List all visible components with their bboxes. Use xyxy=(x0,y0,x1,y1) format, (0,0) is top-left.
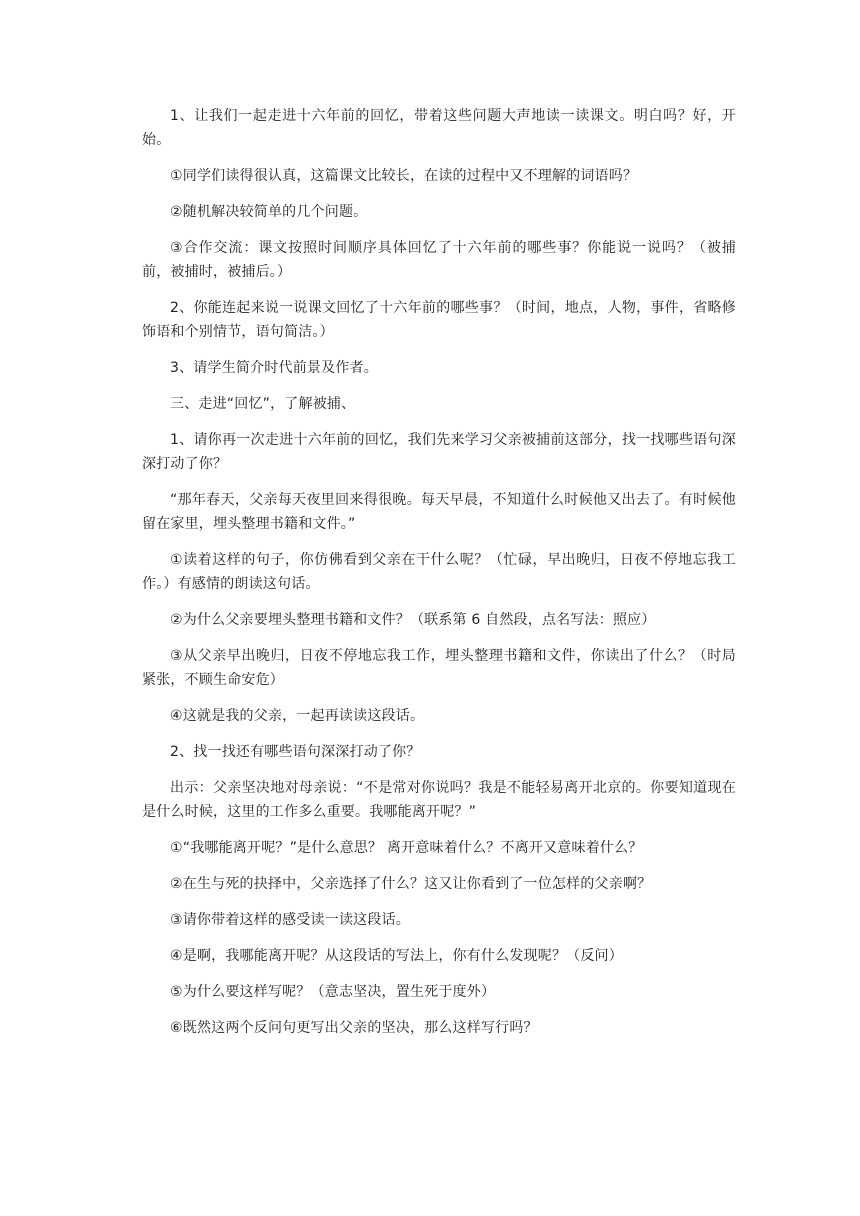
paragraph: ③请你带着这样的感受读一读这段话。 xyxy=(170,912,410,928)
paragraph: 1、让我们一起走进十六年前的回忆，带着这些问题大声地读一读课文。明白吗？好，开始。 xyxy=(142,108,736,148)
paragraph: ①“我哪能离开呢？”是什么意思？ 离开意味着什么？不离开又意味着什么？ xyxy=(170,840,643,856)
paragraph: ①读着这样的句子，你仿佛看到父亲在干什么呢？（忙碌，早出晚归，日夜不停地忘我工作。）有感情的朗读这句话。 xyxy=(142,552,736,592)
paragraph: 1、请你再一次走进十六年前的回忆，我们先来学习父亲被捕前这部分，找一找哪些语句深深打动了你？ xyxy=(142,432,736,472)
paragraph: 2、找一找还有哪些语句深深打动了你？ xyxy=(170,744,421,760)
paragraph: ③从父亲早出晚归，日夜不停地忘我工作，埋头整理书籍和文件，你读出了什么？（时局紧张，不顾生命安危） xyxy=(142,648,736,688)
paragraph: ②为什么父亲要埋头整理书籍和文件？（联系第 6 自然段，点名写法：照应） xyxy=(170,612,656,628)
paragraph: 2、你能连起来说一说课文回忆了十六年前的哪些事？（时间，地点，人物，事件，省略修饰语和个别情节，语句简洁。） xyxy=(142,300,736,340)
paragraph: ④是啊，我哪能离开呢？从这段话的写法上，你有什么发现呢？（反问） xyxy=(170,948,623,964)
document-body xyxy=(142,104,736,1052)
paragraph: ⑥既然这两个反问句更写出父亲的坚决，那么这样写行吗？ xyxy=(170,1020,538,1036)
section-heading: 三、走进“回忆”，了解被捕、 xyxy=(170,396,356,412)
paragraph: ④这就是我的父亲，一起再读读这段话。 xyxy=(170,708,425,724)
paragraph: ⑤为什么要这样写呢？（意志坚决，置生死于度外） xyxy=(170,984,496,1000)
quote-paragraph: “那年春天，父亲每天夜里回来得很晚。每天早晨，不知道什么时候他又出去了。有时候他留在家里，埋头整理书籍和文件。” xyxy=(142,492,736,532)
paragraph: 3、请学生简介时代前景及作者。 xyxy=(170,360,378,376)
paragraph: ①同学们读得很认真，这篇课文比较长，在读的过程中又不理解的词语吗？ xyxy=(170,168,638,184)
paragraph: ③合作交流：课文按照时间顺序具体回忆了十六年前的哪些事？你能说一说吗？（被捕前，被捕时，被捕后。） xyxy=(142,240,736,280)
paragraph: ②在生与死的抉择中，父亲选择了什么？这又让你看到了一位怎样的父亲啊？ xyxy=(170,876,652,892)
quote-paragraph: 出示：父亲坚决地对母亲说：“不是常对你说吗？我是不能轻易离开北京的。你要知道现在是什么时候，这里的工作多么重要。我哪能离开呢？” xyxy=(142,780,736,820)
paragraph: ②随机解决较简单的几个问题。 xyxy=(170,204,368,220)
